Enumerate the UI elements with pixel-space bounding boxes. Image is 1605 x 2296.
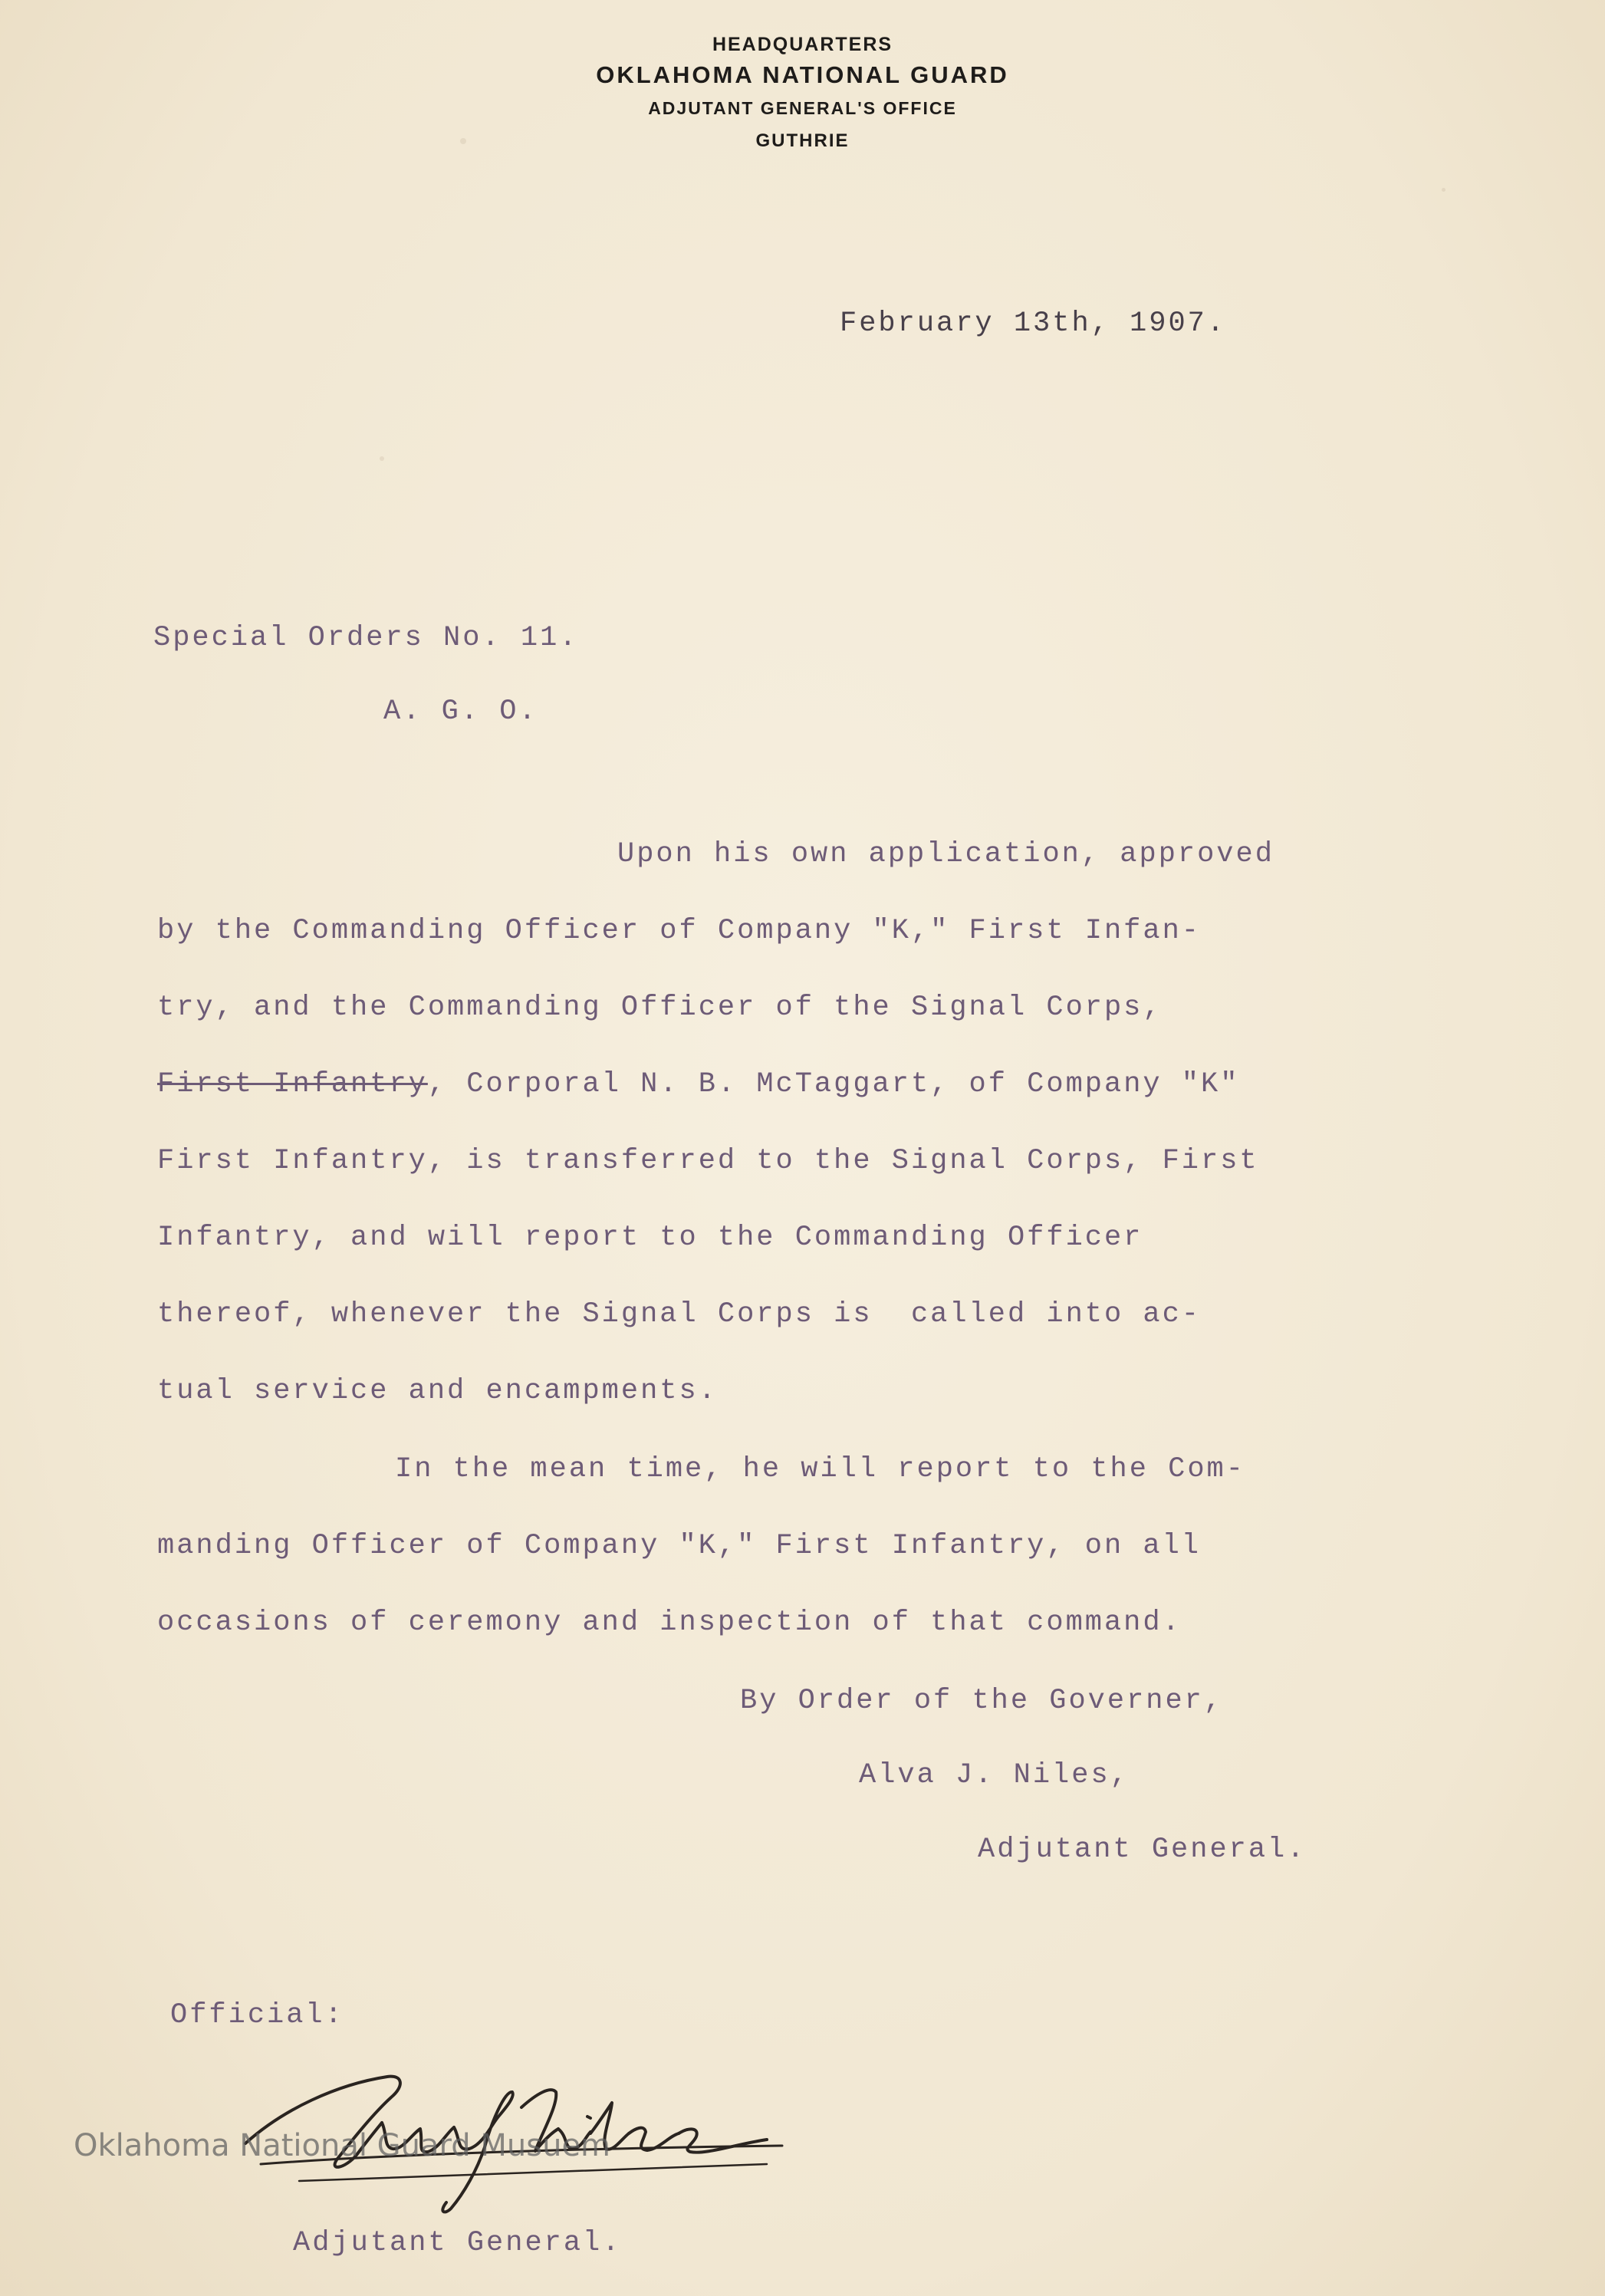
signer-title: Adjutant General. [978, 1834, 1307, 1866]
order-paragraph-2 [157, 1431, 1245, 1661]
paragraph-1-line: thereof, whenever the Signal Corps is called into ac- [157, 1298, 1201, 1331]
paper-speck [380, 456, 384, 461]
letterhead-headquarters: HEADQUARTERS [712, 34, 893, 55]
signer-name: Alva J. Niles, [859, 1759, 1130, 1791]
paragraph-1-line: Upon his own application, approved [617, 838, 1274, 870]
letterhead-office: ADJUTANT GENERAL'S OFFICE [648, 98, 957, 118]
museum-watermark: Oklahoma National Guard Musuem [74, 2128, 611, 2163]
paragraph-1-line: Infantry, and will report to the Commanding Officer [157, 1222, 1143, 1254]
official-label: Official: [170, 1999, 344, 2031]
paragraph-1-line: try, and the Commanding Officer of the Signal Corps, [157, 992, 1163, 1024]
by-order-line: By Order of the Governer, [740, 1685, 1224, 1717]
struck-text: First Infantry [157, 1068, 428, 1100]
letterhead-city: GUTHRIE [755, 130, 850, 151]
order-paragraph-1 [157, 816, 1274, 1429]
letter-date: February 13th, 1907. [840, 308, 1227, 340]
paragraph-1-line: , Corporal N. B. McTaggart, of Company "K" [427, 1068, 1240, 1100]
paper-speck [1442, 188, 1445, 192]
paragraph-2-line: In the mean time, he will report to the Com- [395, 1453, 1245, 1485]
official-title: Adjutant General. [293, 2227, 622, 2259]
paragraph-1-line: tual service and encampments. [157, 1375, 718, 1407]
paragraph-1-line: First Infantry, is transferred to the Signal Corps, First [157, 1145, 1259, 1177]
letterhead-organization: OKLAHOMA NATIONAL GUARD [596, 61, 1009, 88]
paragraph-1-line: by the Commanding Officer of Company "K," First Infan- [157, 915, 1201, 947]
paragraph-2-line: manding Officer of Company "K," First Infantry, on all [157, 1530, 1201, 1562]
special-orders-title: Special Orders No. 11. [153, 622, 579, 654]
office-abbreviation: A. G. O. [383, 696, 538, 728]
paragraph-2-line: occasions of ceremony and inspection of that command. [157, 1607, 1182, 1639]
